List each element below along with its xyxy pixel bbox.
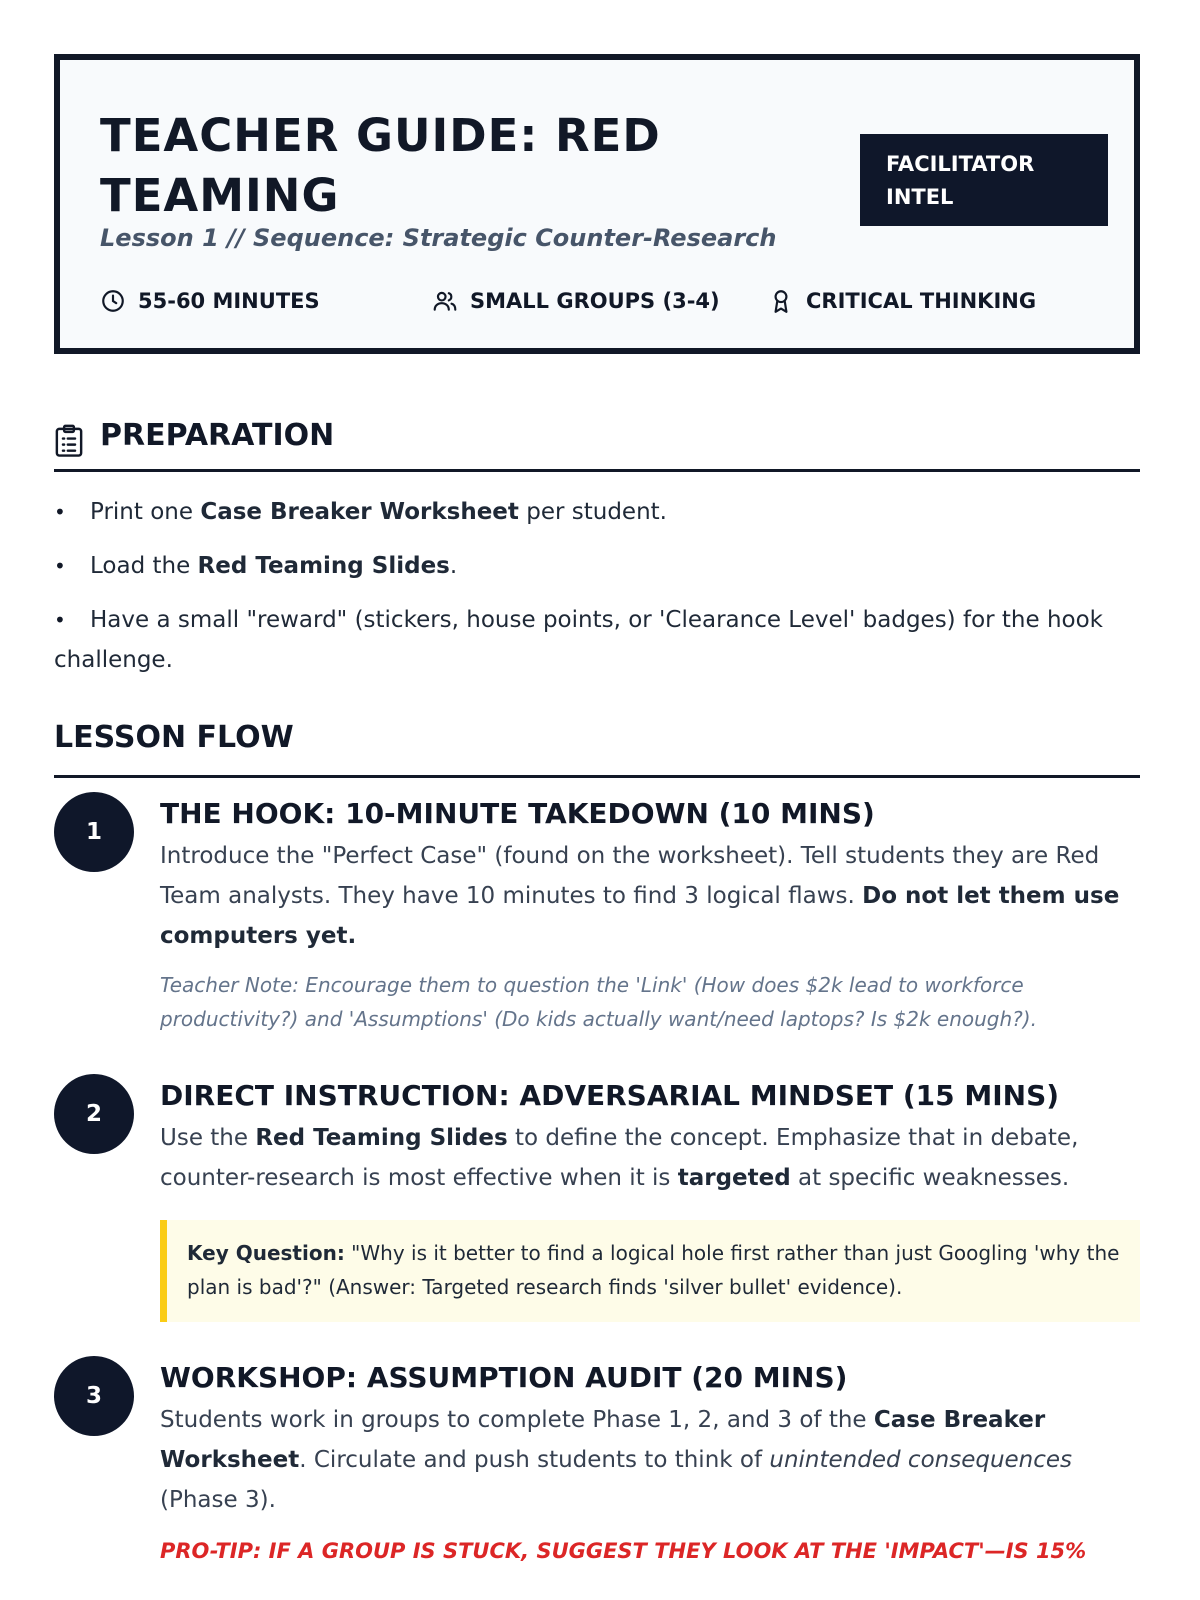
meta-skill-label: CRITICAL THINKING bbox=[806, 289, 1037, 313]
prep-text: per student. bbox=[518, 499, 667, 525]
meta-duration bbox=[100, 288, 320, 314]
step-description bbox=[160, 1118, 1140, 1198]
step-emphasis: unintended consequences bbox=[769, 1447, 1073, 1473]
lesson-subtitle: Lesson 1 // Sequence: Strategic Counter-Research bbox=[100, 224, 777, 252]
prep-bold: Case Breaker Worksheet bbox=[200, 499, 519, 525]
step-number: 2 bbox=[54, 1074, 134, 1154]
preparation-heading bbox=[54, 418, 1140, 472]
list-item bbox=[54, 546, 1140, 586]
header-card bbox=[54, 54, 1140, 354]
users-icon bbox=[432, 288, 458, 314]
award-icon bbox=[768, 288, 794, 314]
clipboard-icon bbox=[54, 424, 84, 458]
step-text: Students work in groups to complete Phase 1, 2, and 3 of the bbox=[160, 1407, 874, 1433]
step-text: (Phase 3). bbox=[160, 1487, 276, 1513]
meta-duration-label: 55-60 MINUTES bbox=[138, 289, 320, 313]
step-text: to define the concept. Emphasize that in debate, counter-research is most effective when it is bbox=[160, 1125, 1079, 1191]
step-number: 1 bbox=[54, 792, 134, 872]
lesson-flow-heading: LESSON FLOW bbox=[54, 720, 1140, 778]
step-body bbox=[160, 1356, 1140, 1568]
prep-text: Load the bbox=[90, 553, 198, 579]
meta-skill bbox=[768, 288, 1036, 314]
step-bold: Do not let them use computers yet. bbox=[160, 883, 1120, 949]
step-number: 3 bbox=[54, 1356, 134, 1436]
callout-text: "Why is it better to find a logical hole first rather than just Googling 'why the plan is bad'?" (Answer: Targeted research finds 'silver bullet' evidence). bbox=[187, 1241, 1120, 1299]
meta-grouping bbox=[432, 288, 720, 314]
list-item bbox=[54, 600, 1140, 680]
prep-text: . bbox=[449, 553, 458, 579]
step-title: THE HOOK: 10-MINUTE TAKEDOWN (10 MINS) bbox=[160, 797, 875, 830]
facilitator-badge: FACILITATOR INTEL bbox=[860, 134, 1108, 226]
step-body bbox=[160, 792, 1140, 1036]
step-bold: targeted bbox=[677, 1165, 791, 1191]
prep-bold: Red Teaming Slides bbox=[197, 553, 450, 579]
step-text: at specific weaknesses. bbox=[790, 1165, 1070, 1191]
step-bold: Case Breaker Worksheet bbox=[160, 1407, 1046, 1473]
list-item bbox=[54, 492, 1140, 532]
preparation-list bbox=[54, 492, 1140, 694]
prep-text: Print one bbox=[90, 499, 201, 525]
step-bold: Red Teaming Slides bbox=[255, 1125, 508, 1151]
step-text: Use the bbox=[160, 1125, 256, 1151]
step-description bbox=[160, 1400, 1140, 1520]
step-description bbox=[160, 836, 1140, 956]
clock-icon bbox=[100, 288, 126, 314]
step-text: . Circulate and push students to think of bbox=[299, 1447, 770, 1473]
page-title: TEACHER GUIDE: RED TEAMING bbox=[100, 109, 661, 222]
step-title: DIRECT INSTRUCTION: ADVERSARIAL MINDSET (15 MINS) bbox=[160, 1079, 1060, 1112]
callout-label: Key Question: bbox=[187, 1241, 345, 1265]
prep-text: Have a small "reward" (stickers, house points, or 'Clearance Level' badges) for the hook challenge. bbox=[54, 607, 1103, 673]
preparation-title: PREPARATION bbox=[100, 418, 335, 453]
step-body bbox=[160, 1074, 1140, 1322]
pro-tip: PRO-TIP: IF A GROUP IS STUCK, SUGGEST THEY LOOK AT THE 'IMPACT'—IS 15% bbox=[160, 1539, 1087, 1563]
key-question-callout bbox=[160, 1220, 1140, 1322]
step-text: Introduce the "Perfect Case" (found on the worksheet). Tell students they are Red Team analysts. They have 10 minutes to find 3 logical flaws. bbox=[160, 843, 1100, 909]
meta-grouping-label: SMALL GROUPS (3-4) bbox=[470, 289, 720, 313]
step-title: WORKSHOP: ASSUMPTION AUDIT (20 MINS) bbox=[160, 1361, 848, 1394]
teacher-note: Teacher Note: Encourage them to question the 'Link' (How does $2k lead to workforce productivity?) and 'Assumptions' (Do kids actually want/need laptops? Is $2k enough?). bbox=[160, 973, 1037, 1031]
